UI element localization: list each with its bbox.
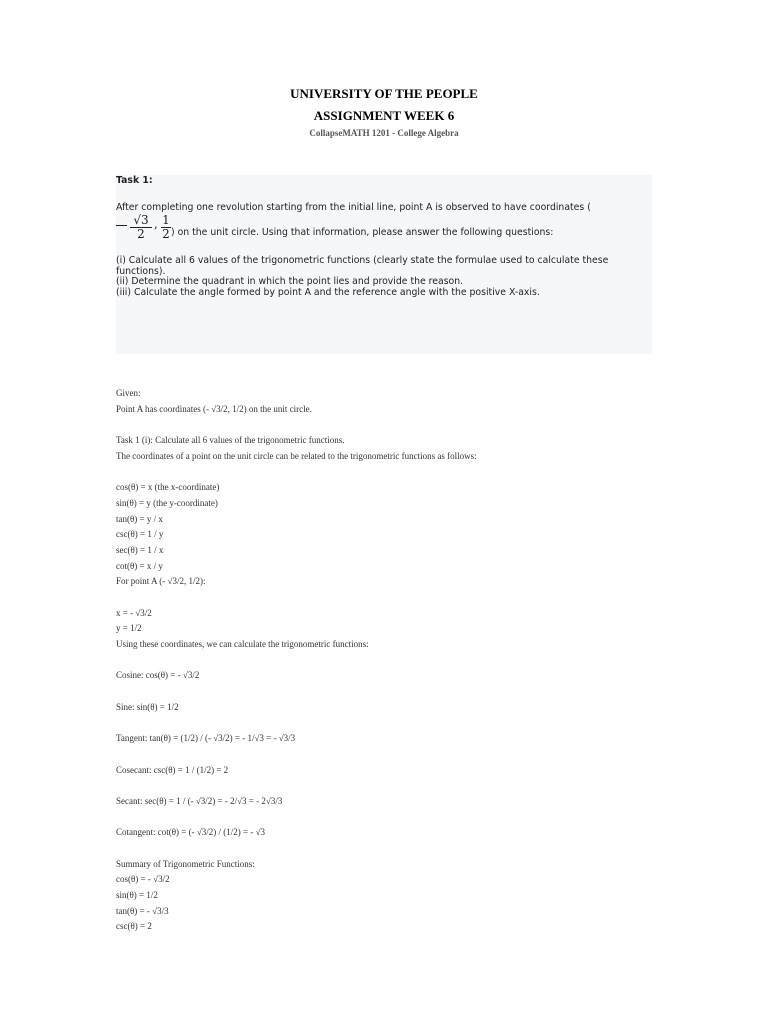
document-header: [0, 86, 768, 138]
university-title: UNIVERSITY OF THE PEOPLE: [290, 86, 478, 101]
task-box: [116, 175, 652, 354]
x-numerator: √3: [130, 214, 152, 228]
coordinate-expression: [116, 214, 652, 240]
blank-line: [116, 810, 676, 826]
blank-line: [116, 417, 676, 433]
y-fraction: [161, 214, 171, 241]
course-name: CollapseMATH 1201 - College Algebra: [309, 128, 459, 138]
body-line: Cosecant: csc(θ) = 1 / (1/2) = 2: [116, 764, 229, 775]
y-numerator: 1: [162, 213, 170, 227]
task-label: Task 1:: [116, 175, 153, 186]
body-line: sec(θ) = 1 / x: [116, 544, 164, 555]
body-line: csc(θ) = 2: [116, 921, 152, 932]
blank-line: [116, 684, 676, 700]
body-line: y = 1/2: [116, 623, 142, 634]
solution-body: [116, 386, 676, 935]
body-line: Secant: sec(θ) = 1 / (- √3/2) = - 2/√3 = - 2√3/3: [116, 795, 283, 806]
body-line: tan(θ) = - √3/3: [116, 905, 169, 916]
task-questions: [116, 256, 636, 298]
body-line: cot(θ) = x / y: [116, 560, 163, 571]
body-line: sin(θ) = y (the y-coordinate): [116, 497, 218, 508]
minus-sign: [116, 225, 127, 226]
blank-line: [116, 590, 676, 606]
body-line: sin(θ) = 1/2: [116, 890, 158, 900]
body-line: tan(θ) = y / x: [116, 513, 163, 524]
body-line: x = - √3/2: [116, 607, 152, 618]
body-line: Given:: [116, 388, 141, 398]
blank-line: [116, 778, 676, 794]
body-line: Cotangent: cot(θ) = (- √3/2) / (1/2) = - √3: [116, 827, 266, 838]
blank-line: [116, 747, 676, 763]
question-3: (iii) Calculate the angle formed by point A and the reference angle with the positive X-axis.: [116, 286, 540, 298]
body-line: Summary of Trigonometric Functions:: [116, 858, 255, 869]
y-denominator: 2: [162, 227, 170, 241]
blank-line: [116, 715, 676, 731]
body-line: cos(θ) = - √3/2: [116, 874, 170, 885]
blank-line: [116, 653, 676, 669]
body-line: Point A has coordinates (- √3/2, 1/2) on the unit circle.: [116, 403, 312, 414]
body-line: csc(θ) = 1 / y: [116, 529, 164, 540]
body-line: The coordinates of a point on the unit circle can be related to the trigonometric functions as follows:: [116, 450, 477, 461]
x-fraction: [130, 214, 152, 241]
body-line: cos(θ) = x (the x-coordinate): [116, 482, 220, 493]
comma: ,: [154, 217, 158, 231]
blank-line: [116, 841, 676, 857]
body-line: Sine: sin(θ) = 1/2: [116, 701, 179, 712]
question-1: (i) Calculate all 6 values of the trigonometric functions (clearly state the formulae used to calculate these functions).: [116, 255, 609, 277]
assignment-title: ASSIGNMENT WEEK 6: [313, 108, 455, 123]
body-line: For point A (- √3/2, 1/2):: [116, 576, 206, 587]
x-denominator: 2: [137, 227, 145, 241]
blank-line: [116, 464, 676, 480]
body-line: Task 1 (i): Calculate all 6 values of the trigonometric functions.: [116, 435, 345, 446]
task-intro-tail: ) on the unit circle. Using that information, please answer the following questions:: [171, 227, 554, 238]
body-line: Using these coordinates, we can calculate the trigonometric functions:: [116, 639, 369, 649]
task-intro: After completing one revolution starting from the initial line, point A is observed to have coordinates (: [116, 202, 591, 213]
question-2: (ii) Determine the quadrant in which the point lies and provide the reason.: [116, 276, 464, 287]
body-line: Cosine: cos(θ) = - √3/2: [116, 670, 200, 681]
body-line: Tangent: tan(θ) = (1/2) / (- √3/2) = - 1/√3 = - √3/3: [116, 733, 296, 744]
